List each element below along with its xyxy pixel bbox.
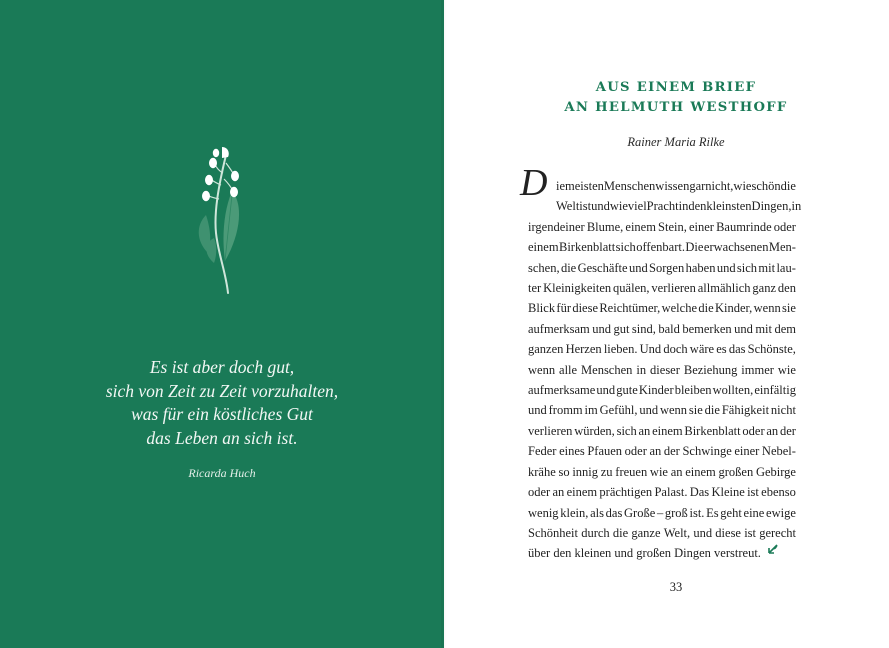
- title-line: AUS EINEM BRIEF: [595, 80, 757, 95]
- quote-line: Es ist aber doch gut,: [149, 357, 295, 377]
- body-line: aufmerksam und gut sind, bald bemerken und mit dem: [528, 321, 796, 336]
- title-line: AN HELMUTH WESTHOFF: [564, 99, 788, 115]
- body-line: ter Kleinigkeiten quälen, verlieren allmählich ganz den: [528, 281, 796, 296]
- body-line: Welt ist und wie viel Pracht in den kleinsten Dingen, in: [556, 199, 802, 214]
- body-line: krähe so innig zu freuen wie an einem großen Gebirge: [528, 464, 796, 479]
- body-line: einem Birkenblatt sich offenbart. Die erwachsenen Men-: [528, 240, 796, 255]
- quote-line: das Leben an sich ist.: [146, 427, 298, 448]
- quote-block: [40, 356, 404, 450]
- author-byline: Rainer Maria Rilke: [627, 135, 725, 149]
- body-line: oder an einem prächtigen Palast. Das Kleine ist ebenso: [528, 485, 796, 500]
- body-line: wenig klein, als das Große – groß ist. Es geht eine ewige: [528, 505, 796, 520]
- lily-of-the-valley-icon: [192, 143, 252, 295]
- body-line: Blick für diese Reichtümer, welche die Kinder, wenn sie: [528, 301, 796, 316]
- body-line: Feder eines Pfauen oder an der Schwinge einer Nebel-: [528, 444, 796, 459]
- body-line: Schönheit durch die ganze Welt, und diese ist gerecht: [528, 525, 796, 540]
- body-line: über den kleinen und großen Dingen verstreut.: [528, 543, 796, 563]
- quote-line: sich von Zeit zu Zeit vorzuhalten,: [105, 380, 339, 401]
- body-line: aufmerksame und gute Kinder bleiben wollten, einfältig: [528, 383, 796, 398]
- quote-line: was für ein köstliches Gut: [131, 404, 313, 424]
- drop-cap: D: [520, 162, 548, 204]
- body-line: verlieren würden, sich an einem Birkenblatt oder an der: [528, 423, 796, 438]
- chapter-title: [468, 78, 884, 117]
- body-text: [528, 176, 802, 564]
- body-line: wenn alle Menschen in dieser Beziehung immer wie: [528, 362, 796, 377]
- book-spine: [441, 0, 447, 648]
- left-page: [0, 0, 444, 648]
- body-line: ganzen Herzen lieben. Und doch wäre es das Schönste,: [528, 342, 796, 357]
- leaf-arrow-icon: [767, 543, 779, 555]
- page-number: 33: [669, 580, 683, 594]
- body-line: schen, die Geschäfte und Sorgen haben und sich mit lau-: [528, 260, 796, 275]
- quote-author: Ricarda Huch: [188, 466, 256, 480]
- body-line: und fromm im Gefühl, und wenn sie die Fähigkeit nicht: [528, 403, 796, 418]
- body-line: ie meisten Menschen wissen gar nicht, wie schön die: [556, 179, 796, 193]
- body-line: irgendeiner Blume, einem Stein, einer Baumrinde oder: [528, 219, 796, 234]
